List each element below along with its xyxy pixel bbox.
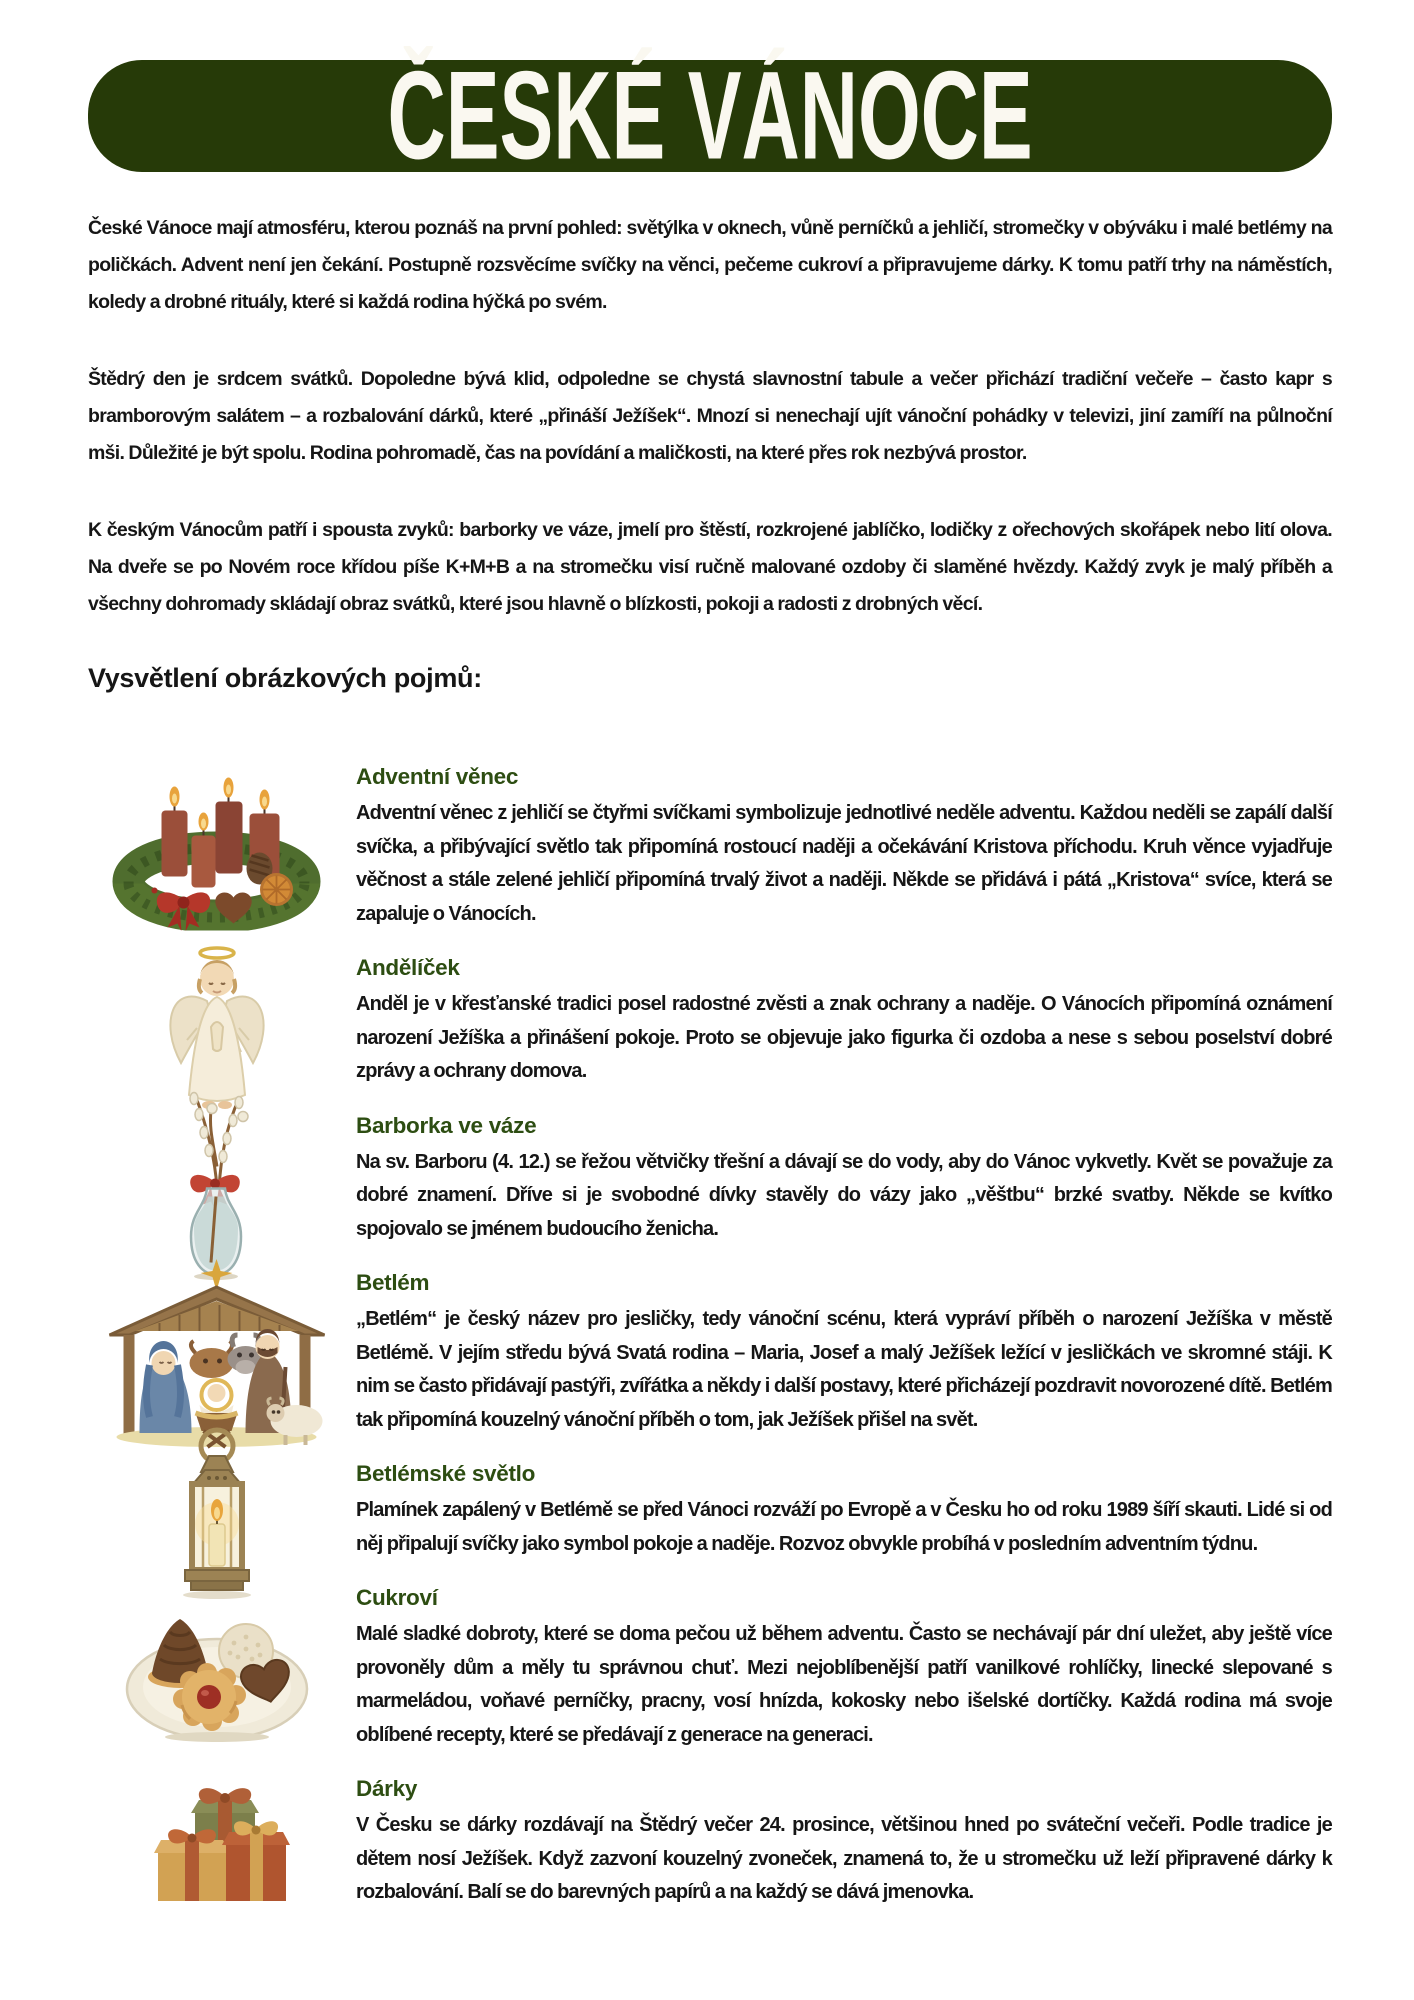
glossary-item-content (356, 1270, 1332, 1437)
glossary-item-content (356, 1585, 1332, 1752)
glossary-item-cookies (88, 1585, 1332, 1752)
item-text: V Česku se dárky rozdávají na Štědrý večer 24. prosince, většinou hned po sváteční večeři. Podle tradice je dětem nosí Ježíšek. Když zazvoní kouzelný zvoneček, znamená to, že u stromečku už leží připravené dárky k rozbalování. Balí se do barevných papírů a na každý se dává jmenovka. (356, 1814, 1332, 1903)
cherry-branches-in-vase-icon (167, 1077, 267, 1282)
item-title: Andělíček (356, 955, 460, 980)
glossary-item-bethlehem-light (88, 1461, 1332, 1561)
vase-figure (88, 1113, 346, 1247)
page-title: ČESKÉ VÁNOCE (387, 45, 1033, 186)
rust-gift-box (222, 1821, 290, 1901)
glossary-item-content (356, 955, 1332, 1089)
mary (140, 1341, 192, 1433)
section-heading: Vysvětlení obrázkových pojmů: (88, 663, 482, 693)
christmas-cookies-plate-icon (122, 1589, 312, 1749)
intro-section (88, 210, 1332, 623)
item-text: Plamínek zapálený v Betlémě se před Vánoci rozváží po Evropě a v Česku ho od roku 1989 šíří skauti. Lidé si od něj připalují svíčky jako symbol pokoje a naděje. Rozvoz obvykle probíhá v posledním adventním týdnu. (356, 1499, 1332, 1555)
glossary-item-content (356, 1461, 1332, 1561)
item-title: Betlém (356, 1270, 430, 1295)
glossary-item-content (356, 764, 1332, 931)
intro-paragraph-2: Štědrý den je srdcem svátků. Dopoledne bývá klid, odpoledne se chystá slavnostní tabule a večer přichází tradiční večeře – často kapr s bramborovým salátem – a rozbalování dárků, které „přináší Ježíšek“. Mnozí si nenechají ujít vánoční pohádky v televizi, jiní zamíří na půlnoční mši. Důležité je být spolu. Rodina pohromadě, čas na povídání a maličkosti, na které přes rok nezbývá prostor. (88, 368, 1332, 464)
cookies-figure (88, 1585, 346, 1752)
intro-paragraph-1: České Vánoce mají atmosféru, kterou poznáš na první pohled: světýlka v oknech, vůně perníčků a jehličí, stromečky v obýváku i malé betlémy na poličkách. Advent není jen čekání. Postupně rozsvěcíme svíčky na věnci, pečeme cukroví a připravujeme dárky. K tomu patří trhy na náměstích, koledy a drobné rituály, které si každá rodina hýčká po svém. (88, 217, 1332, 313)
glossary-item-angel (88, 955, 1332, 1089)
item-title: Dárky (356, 1776, 418, 1801)
intro-paragraph-3: K českým Vánocům patří i spousta zvyků: barborky ve váze, jmelí pro štěstí, rozkrojené jablíčko, lodičky z ořechových skořápek nebo lití olova. Na dveře se po Novém roce křídou píše K+M+B a na stromečku visí ručně malované ozdoby či slaměné hvězdy. Každý zvyk je malý příběh a všechny dohromady skládají obraz svátků, které jsou hlavně o blízkosti, pokoji a radosti z drobných věcí. (88, 519, 1332, 615)
glossary-item-content (356, 1113, 1332, 1247)
advent-wreath-icon (110, 765, 325, 930)
item-text: Malé sladké dobroty, které se doma pečou už během adventu. Často se nechávají pár dní uležet, aby ještě více provoněly dům a měly tu správnou chuť. Mezi nejoblíbenější patří vanilkové rohlíčky, linecké slepované s marmeládou, voňavé perníčky, pracny, vosí hnízda, kokosky nebo išelské dortíčky. Každá rodina má svoje oblíbené recepty, které se předávají z generace na generaci. (356, 1623, 1332, 1746)
item-text: Na sv. Barboru (4. 12.) se řežou větvičky třešní a dávají se do vody, aby do Vánoc vykvetly. Květ se považuje za dobré znamení. Dříve si je svobodné dívky stavěly do vázy jako „věštbu“ brzké svatby. Někde se kvítko spojovalo se jménem budoucího ženicha. (356, 1150, 1332, 1240)
item-text: Anděl je v křesťanské tradici posel radostné zvěsti a znak ochrany a naděje. O Vánocích připomíná oznámení narození Ježíška a přinášení pokoje. Proto se objevuje jako figurka či ozdoba a nese s sebou poselství dobré zprávy a ochrany domova. (356, 993, 1332, 1082)
nativity-figure (88, 1270, 346, 1437)
glossary-item-gifts (88, 1776, 1332, 1910)
page-title-banner (88, 45, 1332, 186)
glossary-item-barborka (88, 1113, 1332, 1247)
angel-figure (88, 955, 346, 1089)
ox-and-donkey (190, 1335, 264, 1378)
lantern-figure (88, 1461, 346, 1561)
glossary-item-nativity (88, 1270, 1332, 1437)
item-title: Betlémské světlo (356, 1461, 536, 1486)
item-text: Adventní věnec z jehličí se čtyřmi svíčkami symbolizuje jednotlivé neděle adventu. Každou neděli se zapálí další svíčka, a přibývající světlo tak připomíná rostoucí naději a očekávání Kristova příchodu. Kruh věnce vyjadřuje věčnost a stále zelené jehličí připomíná trvalý život a naději. Někde se přidává i pátá „Kristova“ svíce, která se zapaluje o Vánocích. (356, 802, 1332, 925)
item-title: Cukroví (356, 1585, 438, 1610)
advent-wreath-figure (88, 764, 346, 931)
glossary-item-content (356, 1776, 1332, 1910)
item-text: „Betlém“ je český název pro jesličky, tedy vánoční scénu, která vypráví příběh o narození Ježíška v městě Betlémě. V jejím středu bývá Svatá rodina – Maria, Josef a malý Ježíšek ležící v jesličkách ve skromné stáji. K nim se často přidávají pastýři, zvířátka a někdy i další postavy, které přicházejí pozdravit novorozené dítě. Betlém tak připomíná kouzelný vánoční příběh o tom, jak Ježíšek přišel na svět. (356, 1308, 1332, 1431)
gold-gift-box (154, 1829, 230, 1901)
glossary-item-advent-wreath (88, 764, 1332, 931)
lantern-icon (163, 1420, 271, 1602)
item-title: Barborka ve váze (356, 1112, 537, 1138)
gift-boxes-icon (142, 1779, 292, 1907)
gifts-figure (88, 1776, 346, 1910)
item-title: Adventní věnec (356, 764, 519, 789)
